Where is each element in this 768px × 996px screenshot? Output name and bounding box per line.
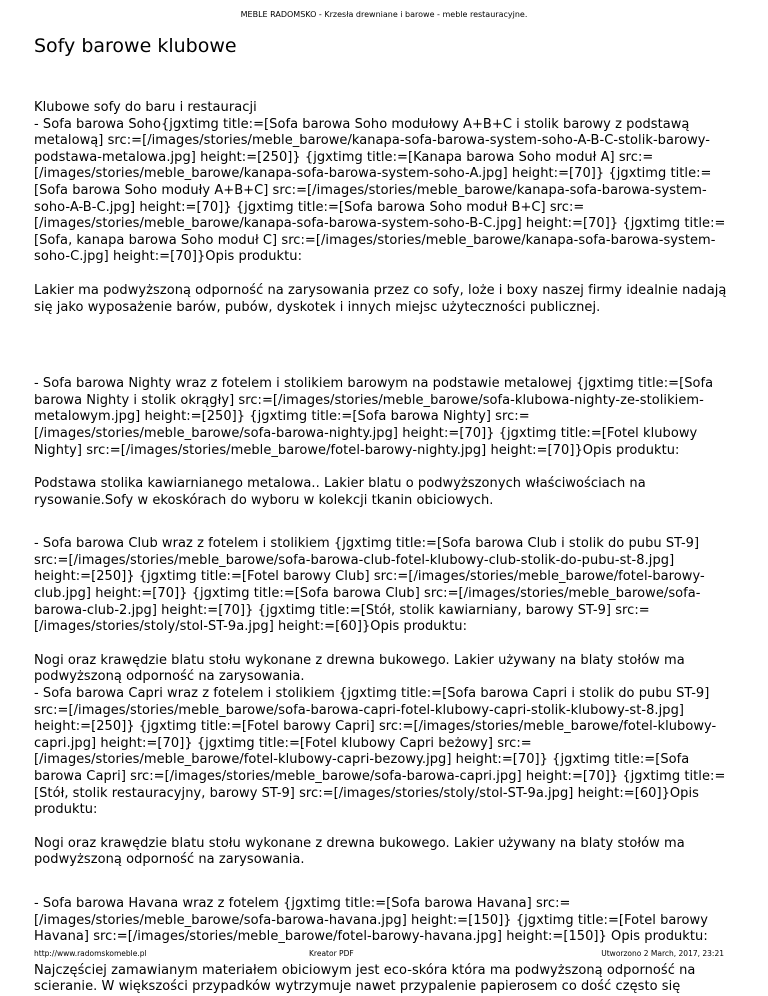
nighty-description: Podstawa stolika kawiarnianego metalowa.. Lakier blatu o podwyższonych właściwościach na rysowanie.Sofy w ekoskórach do wyboru w kolekcji tkanin obiciowych. (34, 476, 646, 508)
capri-description: Nogi oraz krawędzie blatu stołu wykonane z drewna bukowego. Lakier używany na blaty stołów ma podwyższoną odporność na zarysowania. (34, 835, 685, 868)
footer-generator: Kreator PDF (309, 949, 354, 958)
havana-description: Najczęściej zamawianym materiałem obiciowym jest eco-skóra która ma podwyższoną odporność na scieranie. W większości przypadków wytrzymuje nawet przypalenie papierosem co dość często się (34, 962, 696, 995)
footer-created-date: Utworzono 2 March, 2017, 23:21 (601, 949, 724, 958)
havana-section: - Sofa barowa Havana wraz z fotelem {jgxtimg title:=[Sofa barowa Havana] src:=[/images/stories/meble_barowe/sofa-barowa-havana.jpg] height:=[150]} {jgxtimg title:=[Fotel barowy Havana] src:=[/images/stories/meble_barowe/fotel-barowy-havana.jpg] height:=[150]} Opis produktu: (34, 895, 708, 945)
club-section: - Sofa barowa Club wraz z fotelem i stolikiem {jgxtimg title:=[Sofa barowa Club i stolik do pubu ST-9] src:=[/images/stories/meble_barowe/sofa-barowa-club-fotel-klubowy-club-stolik-do-pubu-st-8.jpg] height:=[250]} {jgxtimg title:=[Fotel barowy Club] src:=[/images/stories/meble_barowe/fotel-barowy-club.jpg] height:=[70]} {jgxtimg title:=[Sofa barowa Club] src:=[/images/stories/meble_barowe/sofa-barowa-club-2.jpg] height:=[70]} {jgxtimg title:=[Stół, stolik kawiarniany, barowy ST-9] src:=[/images/stories/stoly/stol-ST-9a.jpg] height:=[60]}Opis produktu: (34, 536, 705, 635)
page-footer (34, 949, 734, 960)
page-title: Sofy barowe klubowe (34, 35, 237, 57)
club-description: Nogi oraz krawędzie blatu stołu wykonane z drewna bukowego. Lakier używany na blaty stołów ma podwyższoną odporność na zarysowania. (34, 652, 685, 685)
soho-section: - Sofa barowa Soho{jgxtimg title:=[Sofa barowa Soho modułowy A+B+C i stolik barowy z podstawą metalową] src:=[/images/stories/meble_barowe/kanapa-sofa-barowa-system-soho-A-B-C-stolik-barowy-podstawa-metalowa.jpg] height:=[250]} {jgxtimg title:=[Kanapa barowa Soho moduł A] src:=[/images/stories/meble_barowe/kanapa-sofa-barowa-system-soho-A.jpg] height:=[70]} {jgxtimg title:=[Sofa barowa Soho moduły A+B+C] src:=[/images/stories/meble_barowe/kanapa-sofa-barowa-system-soho-A-B-C.jpg] height:=[70]} {jgxtimg title:=[Sofa barowa Soho moduł B+C] src:=[/images/stories/meble_barowe/kanapa-sofa-barowa-system-soho-B-C.jpg] height:=[70]} {jgxtimg title:=[Sofa, kanapa barowa Soho moduł C] src:=[/images/stories/meble_barowe/kanapa-sofa-barowa-system-soho-C.jpg] height:=[70]}Opis produktu: (34, 116, 726, 265)
intro-text: Klubowe sofy do baru i restauracji (34, 100, 257, 115)
nighty-section: - Sofa barowa Nighty wraz z fotelem i stolikiem barowym na podstawie metalowej {jgxtimg title:=[Sofa barowa Nighty i stolik okrągły] src:=[/images/stories/meble_barowe/sofa-klubowa-nighty-ze-stolikiem-metalowym.jpg] height:=[250]} {jgxtimg title:=[Sofa barowa Nighty] src:=[/images/stories/meble_barowe/sofa-barowa-nighty.jpg] height:=[70]} {jgxtimg title:=[Fotel klubowy Nighty] src:=[/images/stories/meble_barowe/fotel-barowy-nighty.jpg] height:=[70]}Opis produktu: (34, 376, 714, 458)
capri-section: - Sofa barowa Capri wraz z fotelem i stolikiem {jgxtimg title:=[Sofa barowa Capri i stolik do pubu ST-9] src:=[/images/stories/meble_barowe/sofa-barowa-capri-fotel-klubowy-capri-stolik-klubowy-st-8.jpg] height:=[250]} {jgxtimg title:=[Fotel barowy Capri] src:=[/images/stories/meble_barowe/fotel-klubowy-capri.jpg] height:=[70]} {jgxtimg title:=[Fotel klubowy Capri beżowy] src:=[/images/stories/meble_barowe/fotel-klubowy-capri-bezowy.jpg] height:=[70]} {jgxtimg title:=[Sofa barowa Capri] src:=[/images/stories/meble_barowe/sofa-barowa-capri.jpg] height:=[70]} {jgxtimg title:=[Stół, stolik restauracyjny, barowy ST-9] src:=[/images/stories/stoly/stol-ST-9a.jpg] height:=[60]}Opis produktu: (34, 686, 726, 818)
article-body (34, 100, 734, 996)
footer-url-link[interactable]: http://www.radomskomeble.pl (34, 949, 147, 958)
page-header: MEBLE RADOMSKO - Krzesła drewniane i barowe - meble restauracyjne. (240, 10, 528, 19)
soho-description: Lakier ma podwyższoną odporność na zarysowania przez co sofy, loże i boxy naszej firmy idealnie nadają się jako wyposażenie barów, pubów, dyskotek i innych miejsc użyteczności publicznej. (34, 282, 727, 315)
